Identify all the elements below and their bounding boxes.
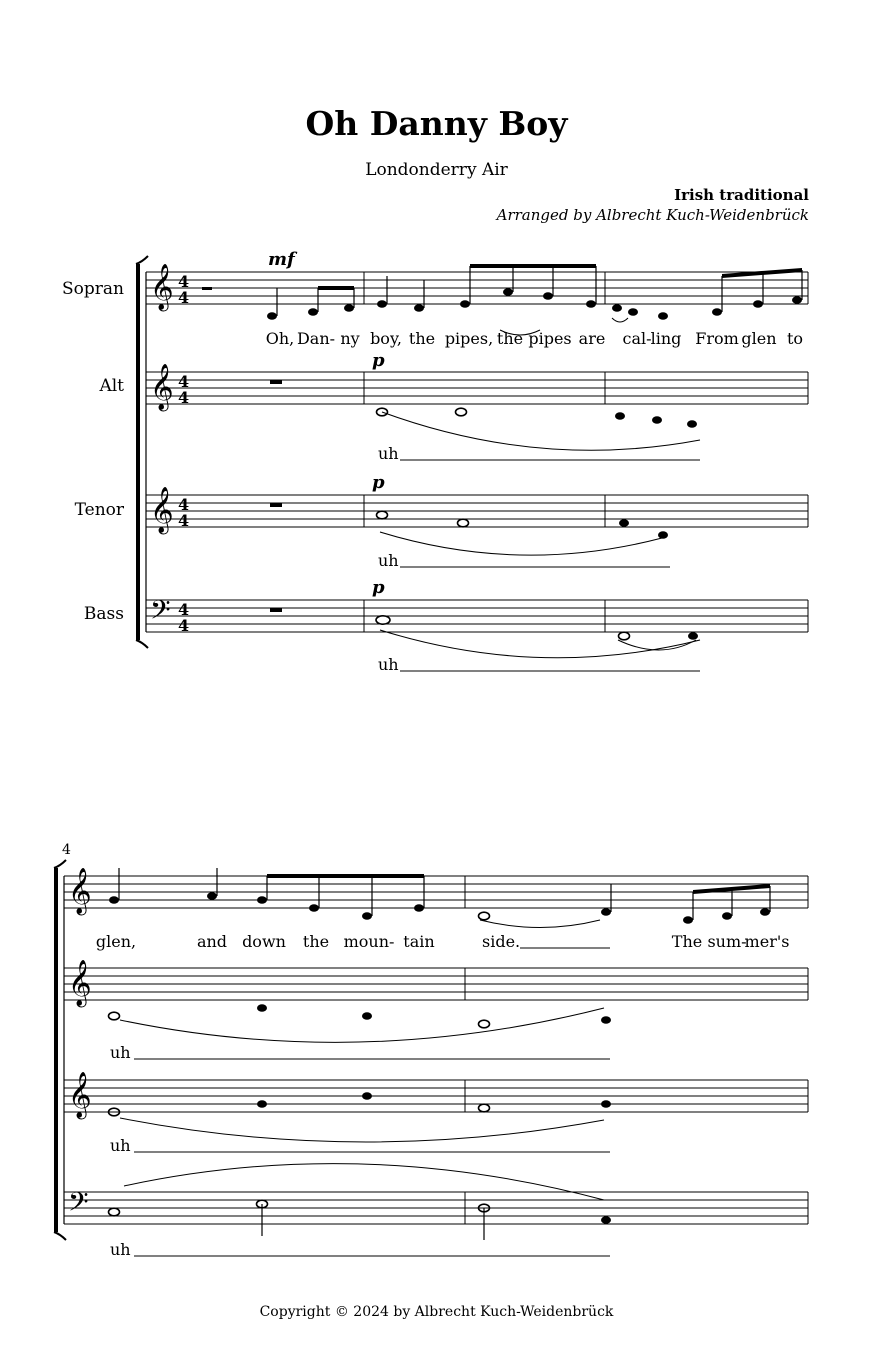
lyric-syllable: and <box>196 932 228 951</box>
dynamic-p: p <box>372 577 385 598</box>
lyric-syllable: mer's <box>744 932 790 951</box>
measure-number: 4 <box>62 842 71 858</box>
instrument-label-tenor: Tenor <box>74 500 124 520</box>
instrument-label-bass: Bass <box>83 604 124 624</box>
lyric-syllable: From <box>695 329 739 348</box>
svg-text:4: 4 <box>178 600 190 619</box>
lyric-uh-bass: uh <box>110 1240 131 1259</box>
lyric-uh-alto: uh <box>378 444 399 463</box>
lyric-syllable: pipes <box>528 329 572 348</box>
treble-clef-icon: 𝄞 <box>150 264 174 310</box>
staff-alto-2 <box>64 968 808 1000</box>
lyric-uh-bass: uh <box>378 655 399 674</box>
svg-text:4: 4 <box>178 388 190 407</box>
staff-tenor-2 <box>64 1080 808 1112</box>
lyric-syllable: tain <box>403 932 435 951</box>
noteheads <box>109 288 802 1224</box>
lyric-syllable: side. <box>482 932 521 951</box>
lyric-syllable: sum- <box>707 932 747 951</box>
dynamic-p: p <box>372 350 385 371</box>
arranger-credit: Arranged by Albrecht Kuch-Weidenbrück <box>496 206 809 224</box>
treble-clef-icon: 𝄞 <box>68 868 92 914</box>
instrument-label-alto: Alt <box>99 376 124 396</box>
lyric-syllable: the <box>496 329 524 348</box>
lyric-syllable: Dan- <box>296 329 336 348</box>
instrument-label-soprano: Sopran <box>62 279 124 299</box>
lyric-syllable: down <box>242 932 286 951</box>
lyric-syllable: ny <box>340 329 360 348</box>
treble-clef-icon: 𝄞 <box>68 1072 92 1118</box>
svg-text:4: 4 <box>178 372 190 391</box>
staff-bass-2 <box>64 1192 808 1224</box>
lyric-syllable: the <box>302 932 330 951</box>
staff-soprano-1 <box>146 272 808 304</box>
half-rest <box>202 287 212 290</box>
lyric-syllable: the <box>408 329 436 348</box>
lyric-uh-tenor: uh <box>110 1136 131 1155</box>
barlines-system-1 <box>146 272 808 632</box>
bass-clef-icon: 𝄢 <box>150 594 171 632</box>
lyric-syllable: ling <box>650 329 682 348</box>
lyric-uh-tenor: uh <box>378 551 399 570</box>
lyric-syllable: pipes, <box>444 329 494 348</box>
lyric-syllable: glen, <box>95 932 137 951</box>
treble-clef-icon: 𝄞 <box>150 487 174 533</box>
svg-text:4: 4 <box>178 272 190 291</box>
piece-subtitle: Londonderry Air <box>365 160 508 180</box>
composer-credit: Irish traditional <box>674 186 809 204</box>
lyric-uh-alto: uh <box>110 1043 131 1062</box>
treble-clef-icon: 𝄞 <box>68 960 92 1006</box>
lyric-syllable: glen <box>741 329 777 348</box>
whole-rest <box>270 608 282 612</box>
svg-text:4: 4 <box>178 495 190 514</box>
dynamic-p: p <box>372 472 385 493</box>
lyric-syllable: cal- <box>622 329 652 348</box>
time-signature <box>178 272 189 635</box>
stems <box>119 266 802 1240</box>
lyric-syllable: to <box>786 329 804 348</box>
svg-text:4: 4 <box>178 288 190 307</box>
bass-clef-icon: 𝄢 <box>68 1186 89 1224</box>
lyric-syllable: moun- <box>343 932 395 951</box>
svg-text:4: 4 <box>178 616 190 635</box>
lyric-syllable: The <box>671 932 703 951</box>
staff-tenor-1 <box>146 495 808 527</box>
staff-alto-1 <box>146 372 808 404</box>
whole-rest <box>270 503 282 507</box>
staff-bass-1 <box>146 600 808 632</box>
svg-text:4: 4 <box>178 511 190 530</box>
treble-clef-icon: 𝄞 <box>150 364 174 410</box>
barlines-system-2 <box>64 876 808 1224</box>
copyright-notice: Copyright © 2024 by Albrecht Kuch-Weidenbrück <box>259 1304 614 1320</box>
piece-title: Oh Danny Boy <box>305 104 568 143</box>
dynamic-mf: mf <box>268 249 295 270</box>
lyric-syllable: are <box>578 329 606 348</box>
beams <box>267 264 802 894</box>
lyric-syllable: Oh, <box>265 329 295 348</box>
lyric-syllable: boy, <box>370 329 402 348</box>
whole-rest <box>270 380 282 384</box>
